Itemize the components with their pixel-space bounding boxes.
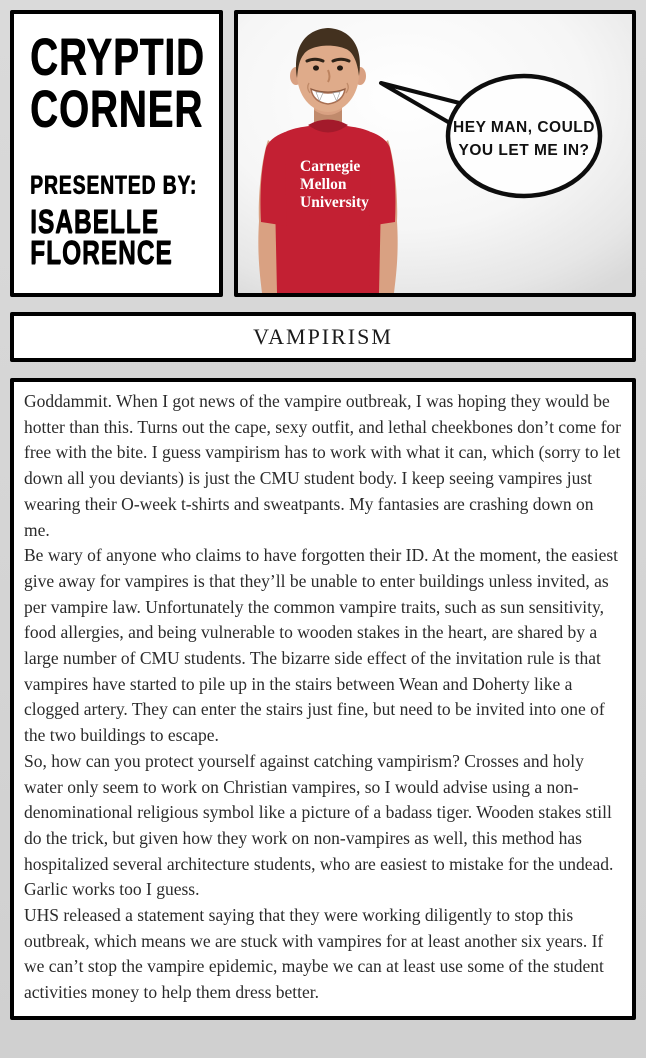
shirt-wordmark: Carnegie Mellon University <box>300 158 369 211</box>
right-eye <box>337 65 343 70</box>
vampire-man-illustration <box>238 14 632 293</box>
presented-by-label: PRESENTED BY: <box>30 169 198 200</box>
right-eyebrow <box>333 59 349 61</box>
left-eyebrow <box>307 59 323 61</box>
header-row <box>10 10 636 297</box>
author-name-line2: FLORENCE <box>30 234 173 271</box>
masthead-title-line2: CORNER <box>30 80 204 139</box>
masthead-title-line1: CRYPTID <box>30 28 205 87</box>
comic-panel <box>234 10 636 297</box>
author-name <box>30 203 203 271</box>
masthead-panel <box>10 10 223 297</box>
masthead-title <box>30 28 205 139</box>
article-title-box <box>10 312 636 362</box>
article-body-box <box>10 378 636 1020</box>
article-title: VAMPIRISM <box>253 324 393 349</box>
article-paragraph-1: Goddammit. When I got news of the vampire outbreak, I was hoping they would be hotter than this. Turns out the cape, sexy outfit, and lethal cheekbones don’t come for free with the bite. I guess vampirism has to work with what it can, which (sorry to let down all you deviants) is just the CMU student body. I keep seeing vampires just wearing their O-week t-shirts and sweatpants. My fantasies are crashing down on me. <box>24 391 621 540</box>
left-eye <box>313 65 319 70</box>
article-paragraph-2: Be wary of anyone who claims to have forgotten their ID. At the moment, the easiest give away for vampires is that they’ll be unable to enter buildings unless invited, as per vampire law. Unfortunately the common vampire traits, such as sun sensitivity, food allergies, and being vulnerable to wooden stakes in the heart, are shared by a large number of CMU students. The bizarre side effect of the invitation rule is that vampires have started to pile up in the stairs between Wean and Doherty like a clogged artery. They can enter the stairs just fine, but need to be invited into one of the two buildings to escape. <box>24 545 619 746</box>
speech-bubble-text-line2: YOU LET ME IN? <box>458 142 590 159</box>
article-paragraph-4: UHS released a statement saying that they were working diligently to stop this outbreak, which means we are stuck with vampires for at least another six years. If we can’t stop the vampire epidemic, maybe we can at least use some of the student activities money to help them dress better. <box>24 905 604 1003</box>
author-name-line1: ISABELLE <box>30 203 159 240</box>
article-paragraph-3: So, how can you protect yourself against catching vampirism? Crosses and holy water only seem to work on Christian vampires, so I would advise using a non-denominational religious symbol like a picture of a badass tiger. Wooden stakes still do the trick, but given how they work on non-vampires as well, this method has hospitalized several architecture students, who are easiest to mistake for the undead. Garlic works too I guess. <box>24 750 614 900</box>
speech-bubble-text-line1: HEY MAN, COULD <box>453 119 595 136</box>
